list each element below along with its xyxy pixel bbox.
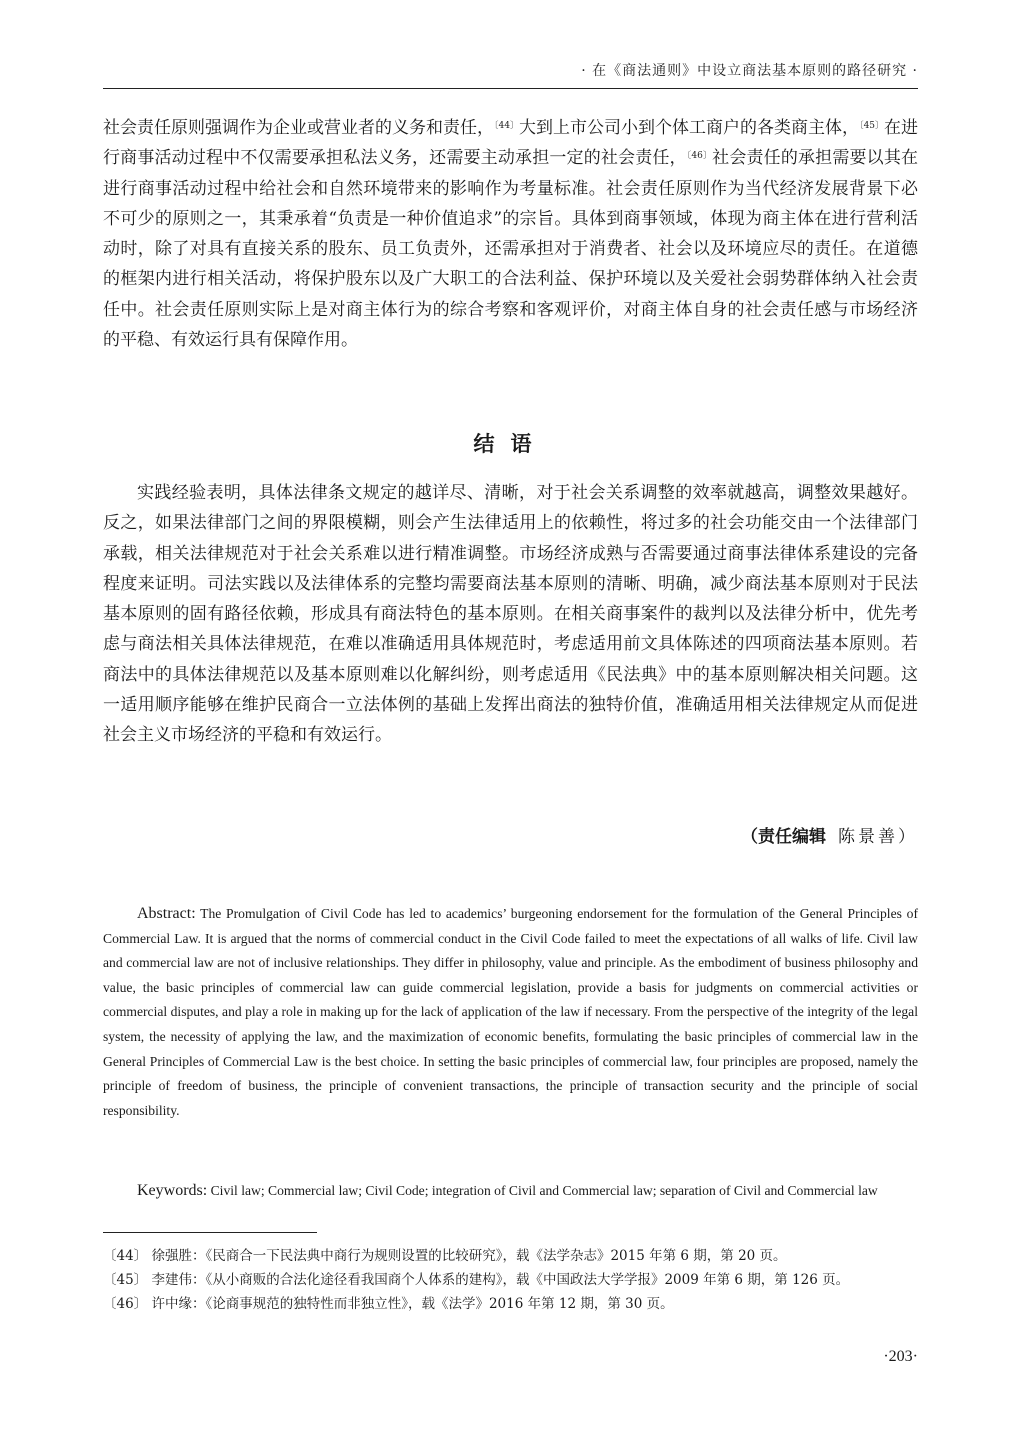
page-number: ·203· <box>883 1348 918 1365</box>
keywords-label: Keywords: <box>137 1182 208 1199</box>
p1-text-1: 社会责任原则强调作为企业或营业者的义务和责任， <box>103 118 495 138</box>
paragraph-social-responsibility <box>103 113 918 355</box>
keywords <box>103 1180 918 1202</box>
abstract <box>103 902 918 1123</box>
p1-text-4: 社会责任的承担需要以其在进行商事活动过程中给社会和自然环境带来的影响作为考量标准。社会责任原则作为当代经济发展背景下必不可少的原则之一，其秉承着“负责是一种价值追求”的宗旨。具体到商事领域，体现为商主体在进行营利活动时，除了对具有直接关系的股东、员工负责外，还需承担对于消费者、社会以及环境应尽的责任。在道德的框架内进行相关活动，将保护股东以及广大职工的合法利益、保护环境以及关爱社会弱势群体纳入社会责任中。社会责任原则实际上是对商主体行为的综合考察和客观评价，对商主体自身的社会责任感与市场经济的平稳、有效运行具有保障作用。 <box>103 148 919 351</box>
footnote-ref-44[interactable]: 〔44〕 <box>494 121 520 131</box>
header-rule <box>103 88 918 89</box>
running-header: · 在《商法通则》中设立商法基本原则的路径研究 · <box>581 63 918 79</box>
footnote-rule <box>103 1232 317 1233</box>
keywords-text: Civil law; Commercial law; Civil Code; integration of Civil and Commercial law; separation of Civil and Commercial law <box>207 1183 878 1198</box>
footnotes <box>103 1244 918 1316</box>
p1-text-2: 大到上市公司小到个体工商户的各类商主体， <box>519 118 860 138</box>
responsible-editor <box>741 822 918 847</box>
footnote-ref-46[interactable]: 〔46〕 <box>686 151 713 162</box>
abstract-text: The Promulgation of Civil Code has led to academics’ burgeoning endorsement for the formulation of the General Principles of Commercial Law. It is argued that the norms of commercial conduct in the Civil Code failed to meet the expectations of all walks of life. Civil law and commercial law are not of inclusive relationships. They differ in philosophy, value and principle. As the embodiment of business philosophy and value, the basic principles of commercial law can guide commercial legislation, provide a basis for judgments on commercial activities or commercial disputes, and play a role in making up for the lack of application of the law if necessary. From the perspective of the integrity of the legal system, the necessity of applying the law, and the maximization of economic benefits, formulating the basic principles of commercial law in the General Principles of Commercial Law is the best choice. In setting the basic principles of commercial law, four principles are proposed, namely the principle of freedom of business, the principle of convenient transactions, the principle of transaction security and the principle of social responsibility. <box>103 906 918 1118</box>
footnote-ref-45[interactable]: 〔45〕 <box>859 121 885 131</box>
editor-label: （责任编辑 <box>741 827 826 847</box>
footnote-45: 〔45〕 李建伟：《从小商贩的合法化途径看我国商个人体系的建构》，载《中国政法大学学报》2009 年第 6 期，第 126 页。 <box>103 1272 850 1288</box>
paragraph-conclusion: 实践经验表明，具体法律条文规定的越详尽、清晰，对于社会关系调整的效率就越高，调整效果越好。反之，如果法律部门之间的界限模糊，则会产生法律适用上的依赖性，将过多的社会功能交由一个法律部门承载，相关法律规范对于社会关系难以进行精准调整。市场经济成熟与否需要通过商事法律体系建设的完备程度来证明。司法实践以及法律体系的完整均需要商法基本原则的清晰、明确，减少商法基本原则对于民法基本原则的固有路径依赖，形成具有商法特色的基本原则。在相关商事案件的裁判以及法律分析中，优先考虑与商法相关具体法律规范，在难以准确适用具体规范时，考虑适用前文具体陈述的四项商法基本原则。若商法中的具体法律规范以及基本原则难以化解纠纷，则考虑适用《民法典》中的基本原则解决相关问题。这一适用顺序能够在维护民商合一立法体例的基础上发挥出商法的独特价值，准确适用相关法律规定从而促进社会主义市场经济的平稳和有效运行。 <box>103 483 918 746</box>
section-heading-conclusion: 结语 <box>473 431 548 456</box>
abstract-label: Abstract: <box>137 905 196 922</box>
p1-text-3: 在进行商事活动过程中不仅需要承担私法义务，还需要主动承担一定的社会责任， <box>103 118 919 169</box>
footnote-44: 〔44〕 徐强胜：《民商合一下民法典中商行为规则设置的比较研究》，载《法学杂志》2015 年第 6 期，第 20 页。 <box>103 1248 787 1264</box>
editor-name: 陈景善） <box>838 827 918 847</box>
footnote-46: 〔46〕 许中缘：《论商事规范的独特性而非独立性》，载《法学》2016 年第 12 期，第 30 页。 <box>103 1296 674 1312</box>
